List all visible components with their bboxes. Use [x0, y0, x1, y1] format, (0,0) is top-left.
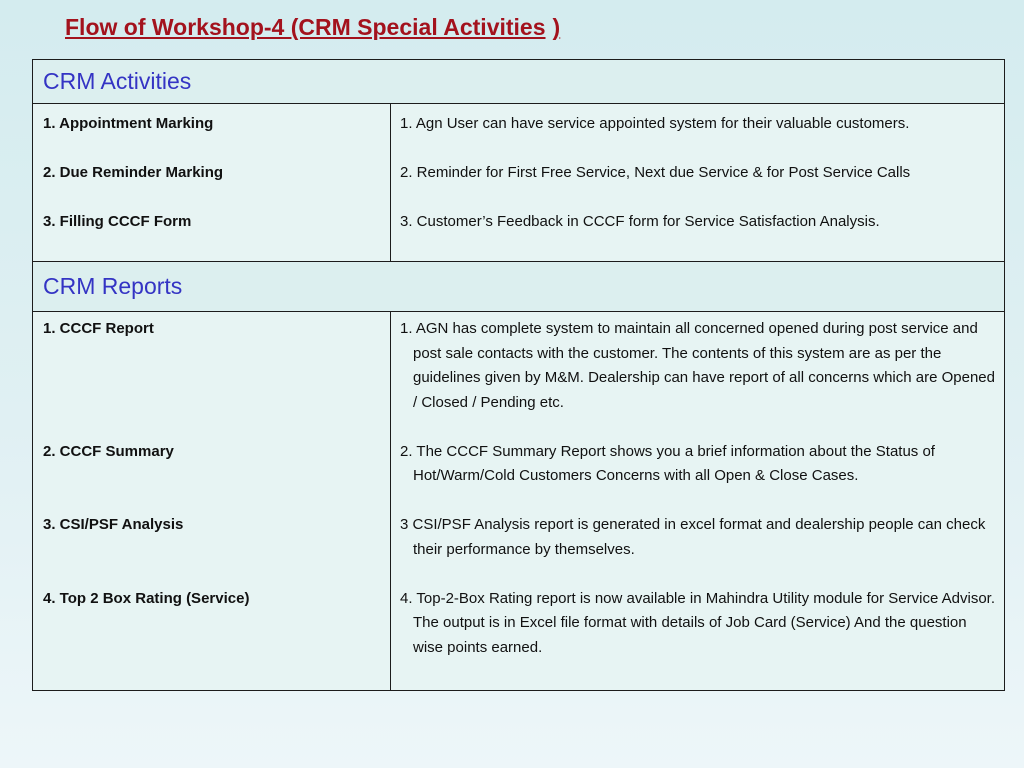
activity-label: 3. Filling CCCF Form: [43, 213, 192, 230]
report-description: 1. AGN has complete system to maintain all concerned opened during post service and post sale contacts with the customer. The contents of this system are as per the guidelines given by M&M. Dealership can have report of all concerns which are Opened / Closed / Pending etc.: [400, 320, 995, 411]
crm-table: [32, 59, 1005, 691]
report-description: 4. Top-2-Box Rating report is now available in Mahindra Utility module for Service Advisor. The output is in Excel file format with details of Job Card (Service) And the question wise points earned.: [400, 589, 996, 656]
slide-title: [65, 14, 560, 41]
activity-description: 1. Agn User can have service appointed system for their valuable customers.: [400, 115, 910, 132]
activities-labels-cell: [33, 104, 391, 262]
activity-description: 3. Customer’s Feedback in CCCF form for Service Satisfaction Analysis.: [400, 213, 880, 230]
reports-labels-cell: [33, 312, 391, 691]
crm-activities-header: CRM Activities: [33, 60, 1005, 104]
crm-activities-row: [33, 104, 1005, 262]
activity-description: 2. Reminder for First Free Service, Next due Service & for Post Service Calls: [400, 164, 911, 181]
reports-descriptions-cell: [391, 312, 1005, 691]
activity-label: 1. Appointment Marking: [43, 115, 214, 132]
report-label: 4. Top 2 Box Rating (Service): [43, 589, 250, 607]
slide-title-text: Flow of Workshop-4 (CRM Special Activities: [65, 14, 546, 40]
crm-reports-header-row: [33, 262, 1005, 312]
crm-reports-row: [33, 312, 1005, 691]
crm-reports-header: CRM Reports: [33, 262, 1005, 312]
report-description: 3 CSI/PSF Analysis report is generated in excel format and dealership people can check their performance by themselves.: [400, 516, 986, 558]
crm-activities-header-row: [33, 60, 1005, 104]
report-label: 2. CCCF Summary: [43, 442, 174, 460]
report-description: 2. The CCCF Summary Report shows you a brief information about the Status of Hot/Warm/Cold Customers Concerns with all Open & Close Cases.: [400, 442, 935, 484]
report-label: 3. CSI/PSF Analysis: [43, 516, 184, 533]
report-label: 1. CCCF Report: [43, 320, 154, 337]
slide-title-close-paren: ): [552, 14, 561, 40]
activities-descriptions-cell: [391, 104, 1005, 262]
activity-label: 2. Due Reminder Marking: [43, 164, 224, 181]
